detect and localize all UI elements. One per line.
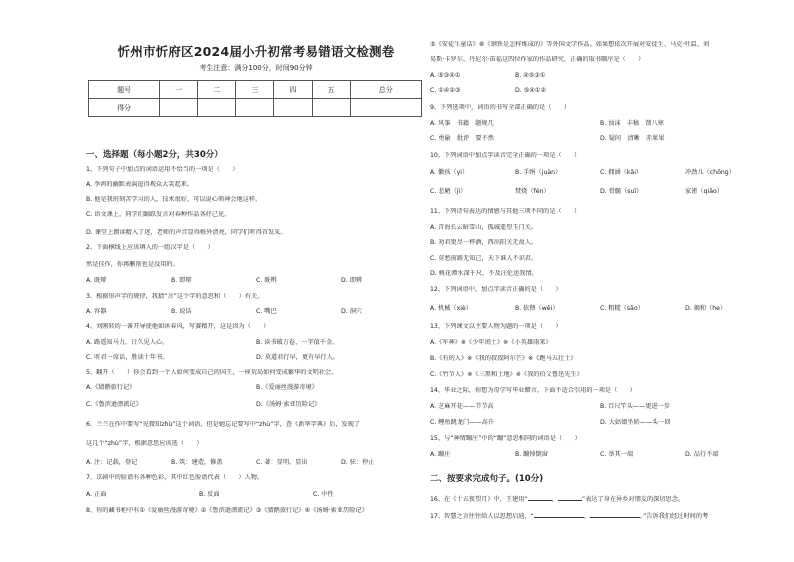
question-9-option-b[interactable]: B. 浊沫 丰稿 馈八寒 (600, 120, 664, 127)
question-9-option-c[interactable]: C. 勇偷 批评 要不然 (430, 135, 494, 142)
question-5-stem: 5、翻开（ ）你会看到一个人如何变成自己的国王，一座荒岛如何变成繁华的文明社会。 (86, 369, 338, 376)
score-input-cell[interactable] (350, 99, 421, 117)
question-14-options-row2 (430, 419, 770, 427)
question-8-stem-cont: ⑤《安徒生童话》⑥《钢铁是怎样炼成的》等外国文学作品。如果想依次开展对安徒生、马克·吐温、刘 (430, 41, 710, 48)
question-9-option-a[interactable]: A. 风筝 书籍 题规几 (430, 120, 494, 127)
score-input-cell[interactable] (198, 99, 236, 117)
question-14-stem: 14、毕业之际，你想为母学写毕业赠言，下面不适合引用的一项是（ ） (430, 387, 636, 394)
question-10-option-a2: B. 手绢（juàn） (515, 169, 562, 176)
question-16-comma: ， (551, 496, 558, 503)
question-14-option-b[interactable]: B. 百尺竿头——更进一步 (600, 403, 671, 410)
question-12-option-d[interactable]: D. 揭和（he） (685, 305, 727, 312)
question-13-option-b[interactable]: B.《有的人》※《我的叔叔阿尔芒》※《跑马五壮士》 (430, 355, 577, 362)
question-5-option-c[interactable]: C.《鲁滨逊漂流记》 (86, 401, 142, 408)
question-11-option-c[interactable]: C. 莫愁前路无知己，天下谁人不识君。 (430, 255, 538, 262)
question-9-options-row1 (430, 120, 770, 128)
question-5-option-b[interactable]: B.《爱丽丝漫游奇境》 (256, 384, 318, 391)
question-7-option-a[interactable]: A. 正面 (86, 491, 107, 498)
page-title: 忻州市忻府区2024届小升初常考易错语文检测卷 (117, 44, 395, 59)
question-8-option-a[interactable]: A. ⑤③④① (430, 72, 461, 79)
question-5-options-row2 (86, 401, 426, 409)
question-7-options (86, 491, 426, 499)
score-table-header-cell: 三 (236, 81, 274, 99)
question-4-options-row2 (86, 354, 426, 362)
question-14-option-c[interactable]: C. 鲤鱼跳龙门——高升 (430, 419, 494, 426)
question-2-option-c[interactable]: C. 既辨 (256, 277, 277, 284)
question-17-comma: ， (583, 513, 591, 520)
question-15-options (430, 451, 770, 459)
question-1-option-b[interactable]: B. 他是我班刻苦学习的人，技术很好，可以说心领神会地这样。 (86, 196, 262, 203)
question-10-option-d[interactable]: D. 骨髓（suǐ） (600, 188, 643, 195)
question-16 (430, 494, 770, 504)
question-6-stem: 6、兰兰在作中要写“见微知zhù”这个词语，但是她忘记要写中“zhù”字，查《新华字典》后，发现了 (86, 421, 361, 428)
question-3-option-b[interactable]: B. 说话 (171, 308, 192, 315)
question-6-stem-cont: 这几个“zhù”字，根据意思应该选（ ） (86, 440, 203, 447)
question-12-options (430, 305, 770, 313)
question-2-options (86, 277, 426, 285)
question-15-option-c[interactable]: C. 举其一端 (600, 451, 634, 458)
score-row-label: 得分 (89, 99, 160, 117)
question-3-option-a[interactable]: A. 容器 (86, 308, 107, 315)
question-8-options-row2 (430, 87, 770, 95)
question-12-stem: 12、下列词语中，加点字读音正确的是（ ） (430, 286, 562, 293)
question-8-stem: 8、你的藏书柜中有①《爱丽丝漫游奇境》②《鲁滨逊漂流记》③《猜鹅旅行记》④《汤姆·索亚历险记》 (86, 507, 368, 514)
question-5-option-d[interactable]: D.《汤姆·索亚历险记》 (256, 401, 321, 408)
section-heading-choice: 一、选择题（每小题2分，共30分） (86, 150, 223, 160)
question-2-stem: 2、下面横线上应该填入的一组汉字是（ ） (86, 244, 214, 251)
score-input-cell[interactable] (274, 99, 312, 117)
question-10-option-d2: 家雀（qiǎo） (685, 188, 723, 195)
question-7-stem: 7、京剧中的脸谱有各种色彩，其中红色脸谱代表（ ）人物。 (86, 474, 264, 481)
question-11-option-a[interactable]: A. 青海长云暗雪山，孤城遥望玉门关。 (430, 224, 538, 231)
question-15-stem: 15、与“神情蹦庄”中的“蹦”意思相同的词语是（ ） (430, 435, 581, 442)
question-13-stem: 13、下列课文以主要人物为题的一项是（ ） (430, 323, 562, 330)
score-input-cell[interactable] (312, 99, 350, 117)
question-1-stem: 1、下列句子中加点的词语运用不恰当的一项是（ ） (86, 166, 239, 173)
question-12-option-a[interactable]: A. 机械（xiè） (430, 305, 472, 312)
score-table-header-cell: 题号 (89, 81, 160, 99)
question-14-option-a[interactable]: A. 芝麻开花——节节高 (430, 403, 494, 410)
question-4-option-c[interactable]: C. 听君一席话，胜读十年书。 (86, 354, 169, 361)
question-10-option-b[interactable]: C. 拥涵（kǎi） (600, 169, 643, 176)
question-12-option-b[interactable]: B. 依偎（wēi） (515, 305, 559, 312)
question-15-option-d[interactable]: D. 品行不端 (685, 451, 719, 458)
question-17-text-start: 17、智慧之言往往给人以思想启迪，“ (430, 513, 534, 520)
question-1-option-a[interactable]: A. 李鸿的幽默表演逗得观众大笑起来。 (86, 181, 194, 188)
question-2-option-a[interactable]: A. 既辩 (86, 277, 107, 284)
question-8-option-b[interactable]: B. ④⑤③① (515, 72, 546, 79)
question-2-sentence: 然是佳作，你再删削也是没用的。 (86, 261, 179, 268)
question-14-option-d[interactable]: D. 大姑娘坐轿——头一回 (600, 419, 671, 426)
question-5-options-row1 (86, 384, 426, 392)
score-table-header-cell: 总分 (350, 81, 421, 99)
question-4-options-row1 (86, 339, 426, 347)
question-9-option-d[interactable]: D. 疑问 清晰 赤果果 (600, 135, 665, 142)
question-3-option-c[interactable]: C. 嘴巴 (256, 308, 277, 315)
question-3-option-d[interactable]: D. 洞穴 (341, 308, 363, 315)
question-10-options-row2 (430, 188, 770, 196)
question-15-option-b[interactable]: B. 蹦悼倒窗 (515, 451, 548, 458)
question-8-option-d[interactable]: D. ⑤④①② (515, 87, 546, 94)
score-table (88, 80, 422, 117)
score-table-header-cell: 五 (312, 81, 350, 99)
exam-notice: 考生注意：满分100分，时间90分钟 (199, 64, 313, 72)
question-10-option-a[interactable]: A. 徽孩（yì） (430, 169, 469, 176)
question-17-text-end: 。”告诉我们经过时间的考 (640, 513, 709, 520)
question-1-option-c[interactable]: C. 语文课上，同学们踊跃发言对春种作品各抒己见。 (86, 211, 231, 218)
question-11-stem: 11、下列诗句表达的情感与其他三项不同的是（ ） (430, 208, 581, 215)
question-10-options-row1 (430, 169, 770, 177)
question-6-options (86, 459, 426, 467)
question-10-option-b2: 冲劲儿（chōng） (685, 169, 735, 176)
question-15-option-a[interactable]: A. 蹦庄 (430, 451, 451, 458)
question-9-stem: 9、下列选项中，词语的书写全部正确的是（ ） (430, 104, 571, 111)
question-10-option-c2: 焚烧（fén） (515, 188, 550, 195)
question-8-options (430, 72, 770, 80)
score-input-cell[interactable] (160, 99, 198, 117)
question-1-option-d[interactable]: D. 课堂上朗读精入了迷，老师的声音显得格外清亮，同学们听得首发采。 (86, 229, 287, 236)
question-17-blank-1[interactable] (534, 511, 584, 518)
question-6-option-d[interactable]: D. 驻：停止 (341, 459, 375, 466)
score-table-score-row (89, 99, 422, 117)
question-13-option-a[interactable]: A.《军神》※《少年闰土》※《小英雄雨来》 (430, 339, 552, 346)
question-6-option-c[interactable]: C. 著：显明，显出 (256, 459, 308, 466)
score-table-header-cell: 一 (160, 81, 198, 99)
question-11-option-d[interactable]: D. 桃花潭水深千尺，不及汪伦送我情。 (430, 270, 538, 277)
score-table-header-cell: 四 (274, 81, 312, 99)
question-7-option-b[interactable]: B. 反面 (199, 491, 220, 498)
question-14-options-row1 (430, 403, 770, 411)
question-4-option-a[interactable]: A. 路遥知马力，日久见人心。 (86, 339, 169, 346)
question-2-option-b[interactable]: B. 即辩 (171, 277, 192, 284)
question-6-option-b[interactable]: B. 筑：建造，修盖 (171, 459, 223, 466)
question-4-stem: 4、刘刚转的一番开导使他如沐春风，写赛精开，这是因为（ ） (86, 323, 270, 330)
question-4-option-d[interactable]: D. 莫道君行早，更有早行人。 (256, 354, 339, 361)
score-table-header-row (89, 81, 422, 99)
question-3-options (86, 308, 426, 316)
question-10-option-c[interactable]: C. 悲陋（jì） (430, 188, 467, 195)
question-16-blank-2[interactable] (558, 494, 582, 501)
question-9-options-row2 (430, 135, 770, 143)
question-16-blank-1[interactable] (528, 494, 552, 501)
question-16-text-end: ”表达了身在异乡对朋友的深切思念。 (581, 496, 685, 503)
question-17 (430, 511, 770, 521)
score-table-header-cell: 二 (198, 81, 236, 99)
question-17-blank-2[interactable] (590, 511, 640, 518)
question-4-option-b[interactable]: B. 读书破万卷，一字值千金。 (256, 339, 339, 346)
question-6-option-a[interactable]: A. 注：记载，登记 (86, 459, 138, 466)
question-16-text-start: 16、在《十五夜望月》中，王建用“ (430, 496, 528, 503)
question-8-option-c[interactable]: C. ①④②③ (430, 87, 461, 94)
question-11-option-b[interactable]: B. 劝君更尽一杯酒，西出阳关无故人。 (430, 239, 538, 246)
question-8-stem-cont2: 易斯·卡罗尔、丹尼尔·笛福这四位作家的作品研究，正确的取书顺序是（ ） (430, 56, 645, 63)
question-13-option-c[interactable]: C.《竹节人》※《三黑和土地》※《我的伯父鲁迅先生》 (430, 371, 583, 378)
score-input-cell[interactable] (236, 99, 274, 117)
section-heading-sentences: 二、按要求完成句子。(10分) (430, 474, 544, 484)
question-7-option-c[interactable]: C. 中性 (313, 491, 334, 498)
question-2-option-d[interactable]: D. 即辨 (341, 277, 363, 284)
question-10-stem: 10、下列词语中加点字读音完全正确的一项是（ ） (430, 152, 581, 159)
question-3-stem: 3、根据形声字的规律，我猜“言”这个字的意思和（ ）有关。 (86, 293, 264, 300)
question-5-option-a[interactable]: A.《猜鹅旅行记》 (86, 384, 136, 391)
question-12-option-c[interactable]: C. 粗糙（sāo） (600, 305, 644, 312)
